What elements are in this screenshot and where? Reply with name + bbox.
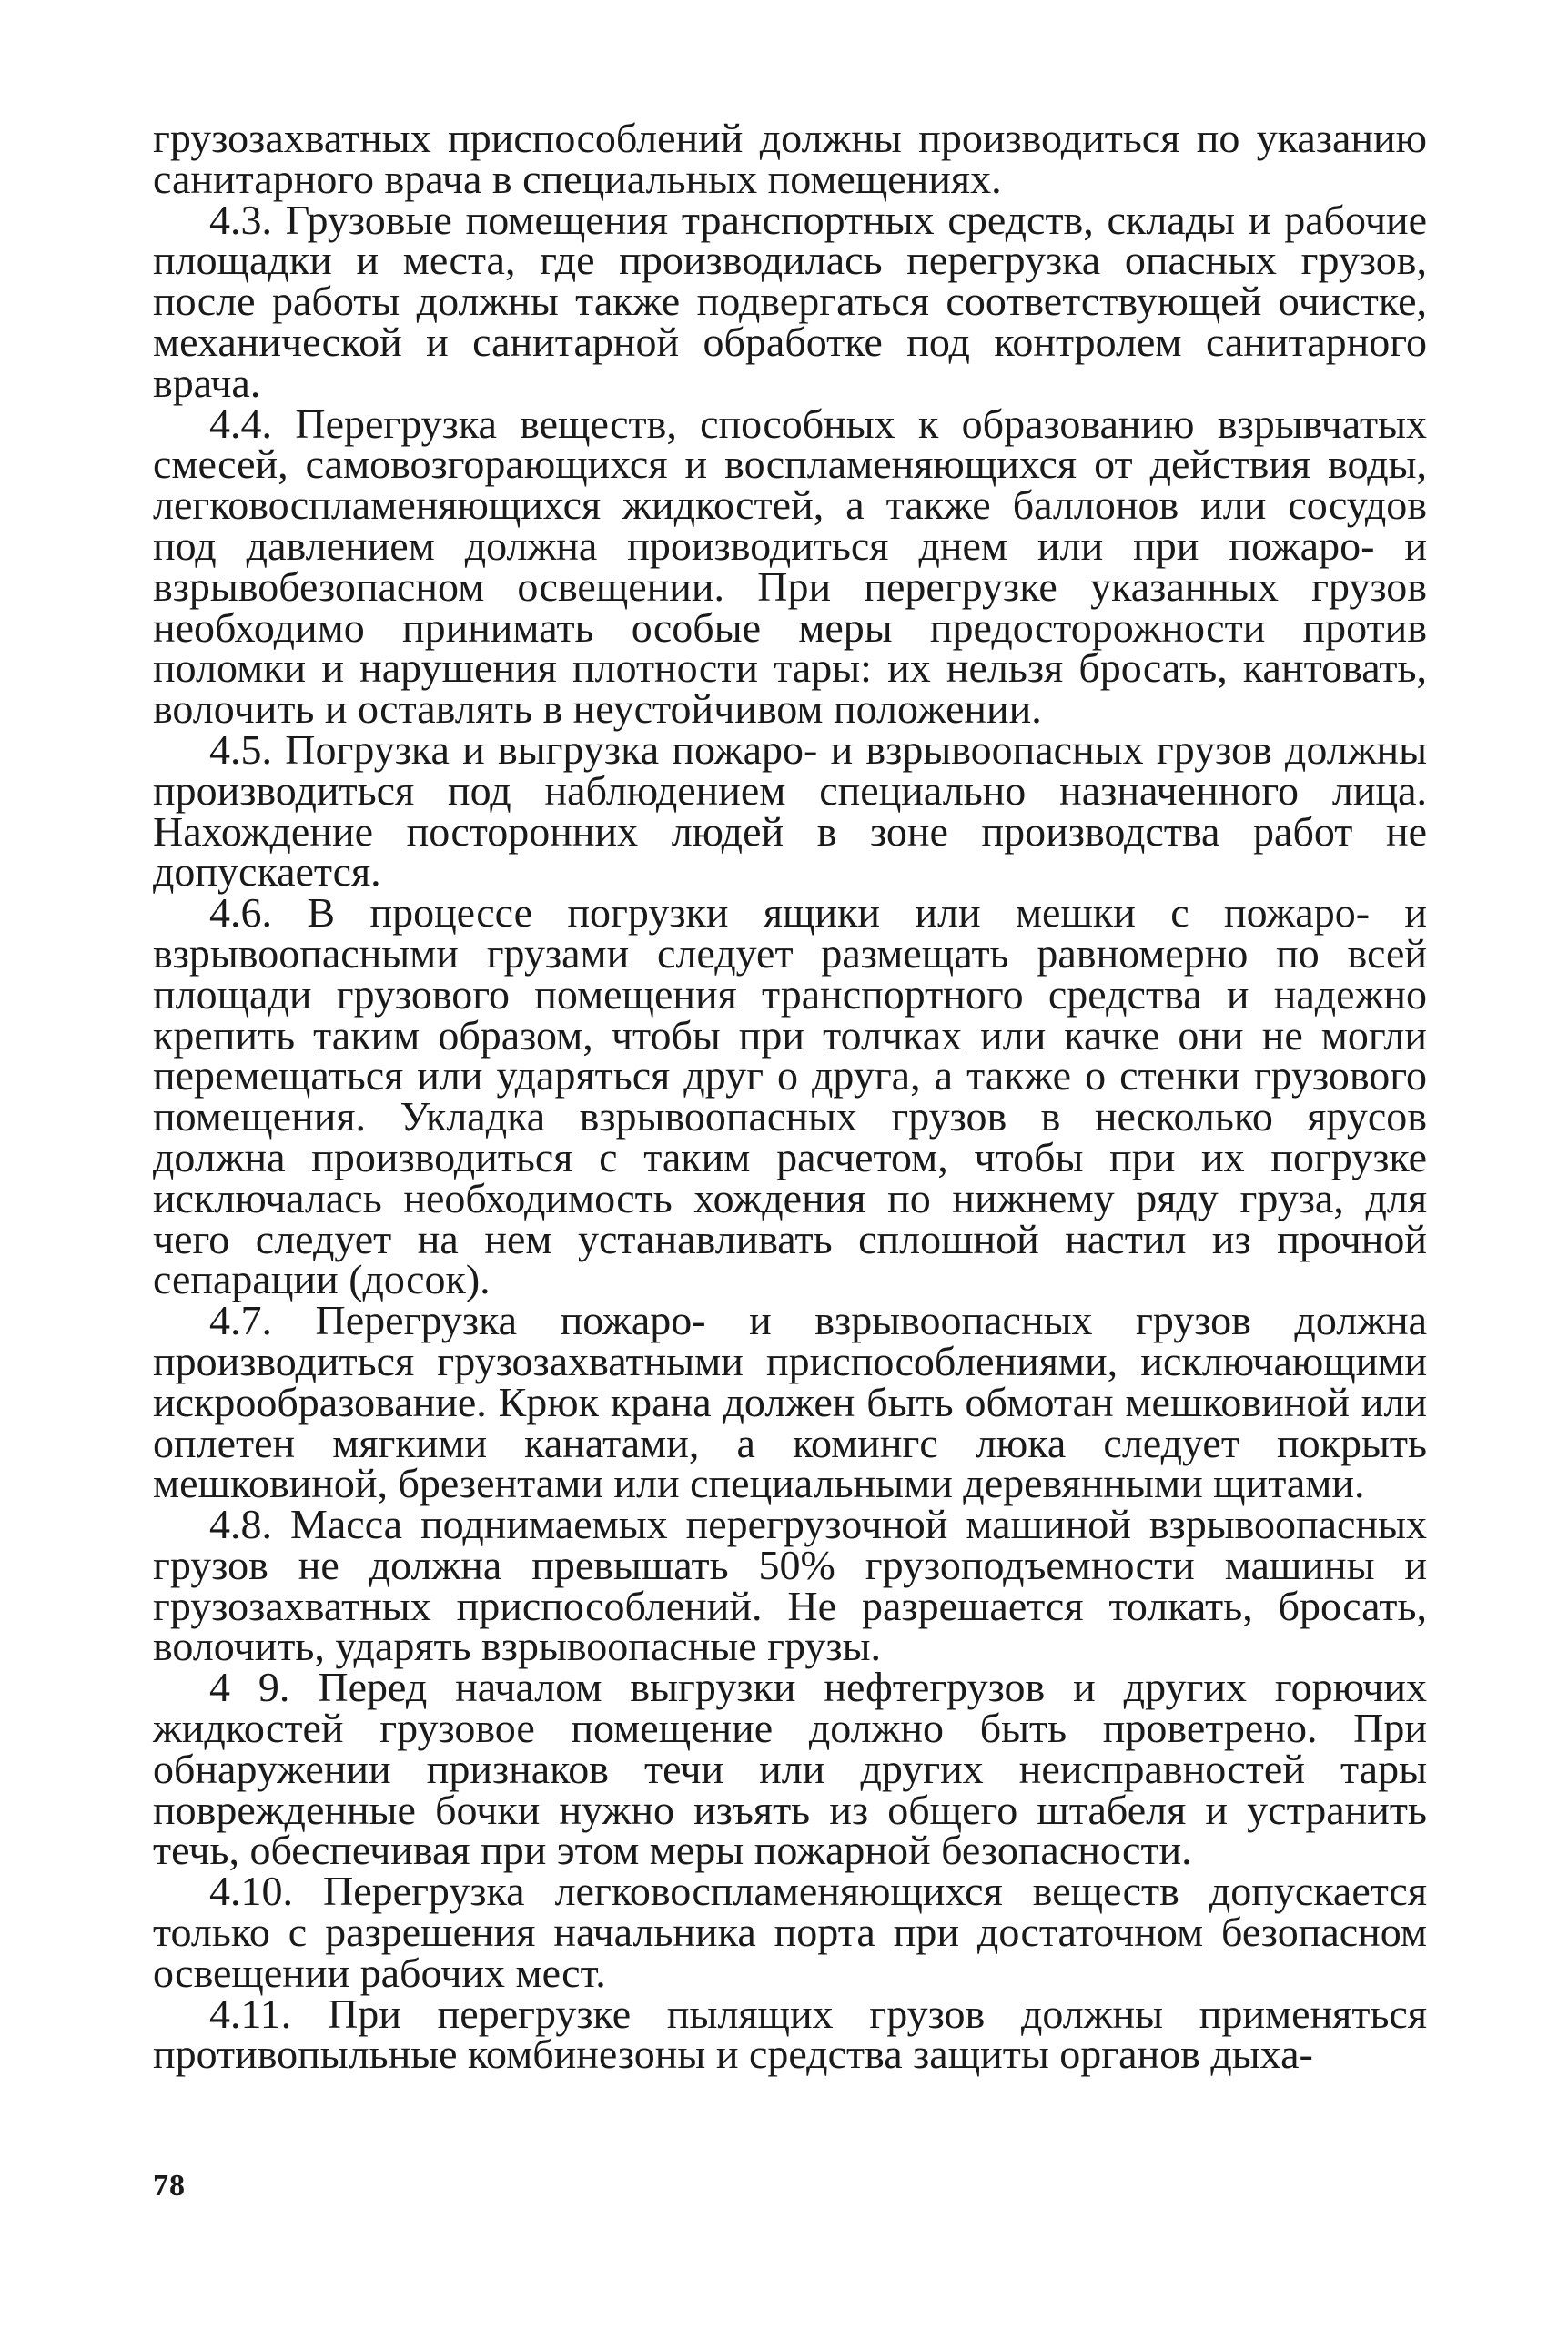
paragraph-number: 4.6. [209,889,272,937]
paragraph-text: Перегрузка легковоспламеняющихся веществ допускается только с разрешения начальника порта при достаточном безопасном освещении рабочих мест. [153,1868,1427,1996]
paragraph-4-10 [153,1868,1427,1996]
paragraph-number: 4 9. [209,1664,290,1711]
paragraph-4-8 [153,1501,1427,1670]
paragraph-number: 4.8. [209,1501,272,1548]
paragraph-4-6 [153,889,1428,1303]
paragraph-number: 4.5. [209,725,272,773]
paragraph-number: 4.7. [209,1297,272,1344]
page-number: 78 [153,2169,186,2203]
paragraph-number: 4.3. [209,196,272,243]
paragraph-text: Перегрузка пожаро- и взрывоопасных грузов должна производиться грузозахватными приспособлениями, исключающими искрообразование. Крюк крана должен быть обмотан мешковиной или оплетен мягкими канатами, а комингс люка следует покрыть мешковиной, брезентами или специальными деревянными щитами. [153,1297,1428,1507]
paragraph-text: При перегрузке пылящих грузов должны применяться противопыльные комбинезоны и средства защиты органов дыха- [153,1990,1427,2078]
paragraph-text: Погрузка и выгрузка пожаро- и взрывоопасных грузов должны производиться под наблюдением специально назначенного лица. Нахождение посторонних людей в зоне производства работ не допускается. [153,725,1427,896]
paragraph-continuation [153,115,1427,202]
paragraph-text: В процессе погрузки ящики или мешки с пожаро- и взрывоопасными грузами следует размещать равномерно по всей площади грузового помещения транспортного средства и надежно крепить таким образом, чтобы при толчках или качке они не могли перемещаться или ударяться друг о друга, а также о стенки грузового помещения. Укладка взрывоопасных грузов в несколько ярусов должна производиться с таким расчетом, чтобы при их погрузке исключалась необходимость хождения по нижнему ряду груза, для чего следует на нем устанавливать сплошной настил из прочной сепарации (досок). [153,889,1428,1303]
paragraph-4-3 [153,196,1427,406]
paragraph-4-9 [153,1664,1427,1874]
paragraph-text: грузозахватных приспособлений должны производиться по указанию санитарного врача в специальных помещениях. [153,115,1427,202]
paragraph-number: 4.4. [209,400,272,447]
paragraph-text: Перегрузка веществ, способных к образованию взрывчатых смесей, самовозгорающихся и воспламеняющихся от действия воды, легковоспламеняющихся жидкостей, а также баллонов или сосудов под давлением должна производиться днем или при пожаро- и взрывобезопасном освещении. При перегрузке указанных грузов необходимо принимать особые меры предосторожности против поломки и нарушения плотности тары: их нельзя бросать, кантовать, волочить и оставлять в неустойчивом положении. [153,400,1428,733]
paragraph-4-11 [153,1990,1427,2078]
paragraph-text: Масса поднимаемых перегрузочной машиной взрывоопасных грузов не должна превышать 50% грузоподъемности машины и грузозахватных приспособлений. Не разрешается толкать, бросать, волочить, ударять взрывоопасные грузы. [153,1501,1427,1670]
paragraph-number: 4.11. [209,1990,292,2037]
paragraph-text: Перед началом выгрузки нефтегрузов и других горючих жидкостей грузовое помещение должно быть проветрено. При обнаружении признаков течи или других неисправностей тары поврежденные бочки нужно изъять из общего штабеля и устранить течь, обеспечивая при этом меры пожарной безопасности. [153,1664,1427,1874]
document-page [153,115,1428,2078]
paragraph-4-5 [153,725,1427,896]
paragraph-number: 4.10. [209,1868,293,1915]
paragraph-text: Грузовые помещения транспортных средств, склады и рабочие площадки и места, где производилась перегрузка опасных грузов, после работы должны также подвергаться соответствующей очистке, механической и санитарной обработке под контролем санитарного врача. [153,196,1427,406]
paragraph-4-4 [153,400,1428,733]
paragraph-4-7 [153,1297,1428,1507]
